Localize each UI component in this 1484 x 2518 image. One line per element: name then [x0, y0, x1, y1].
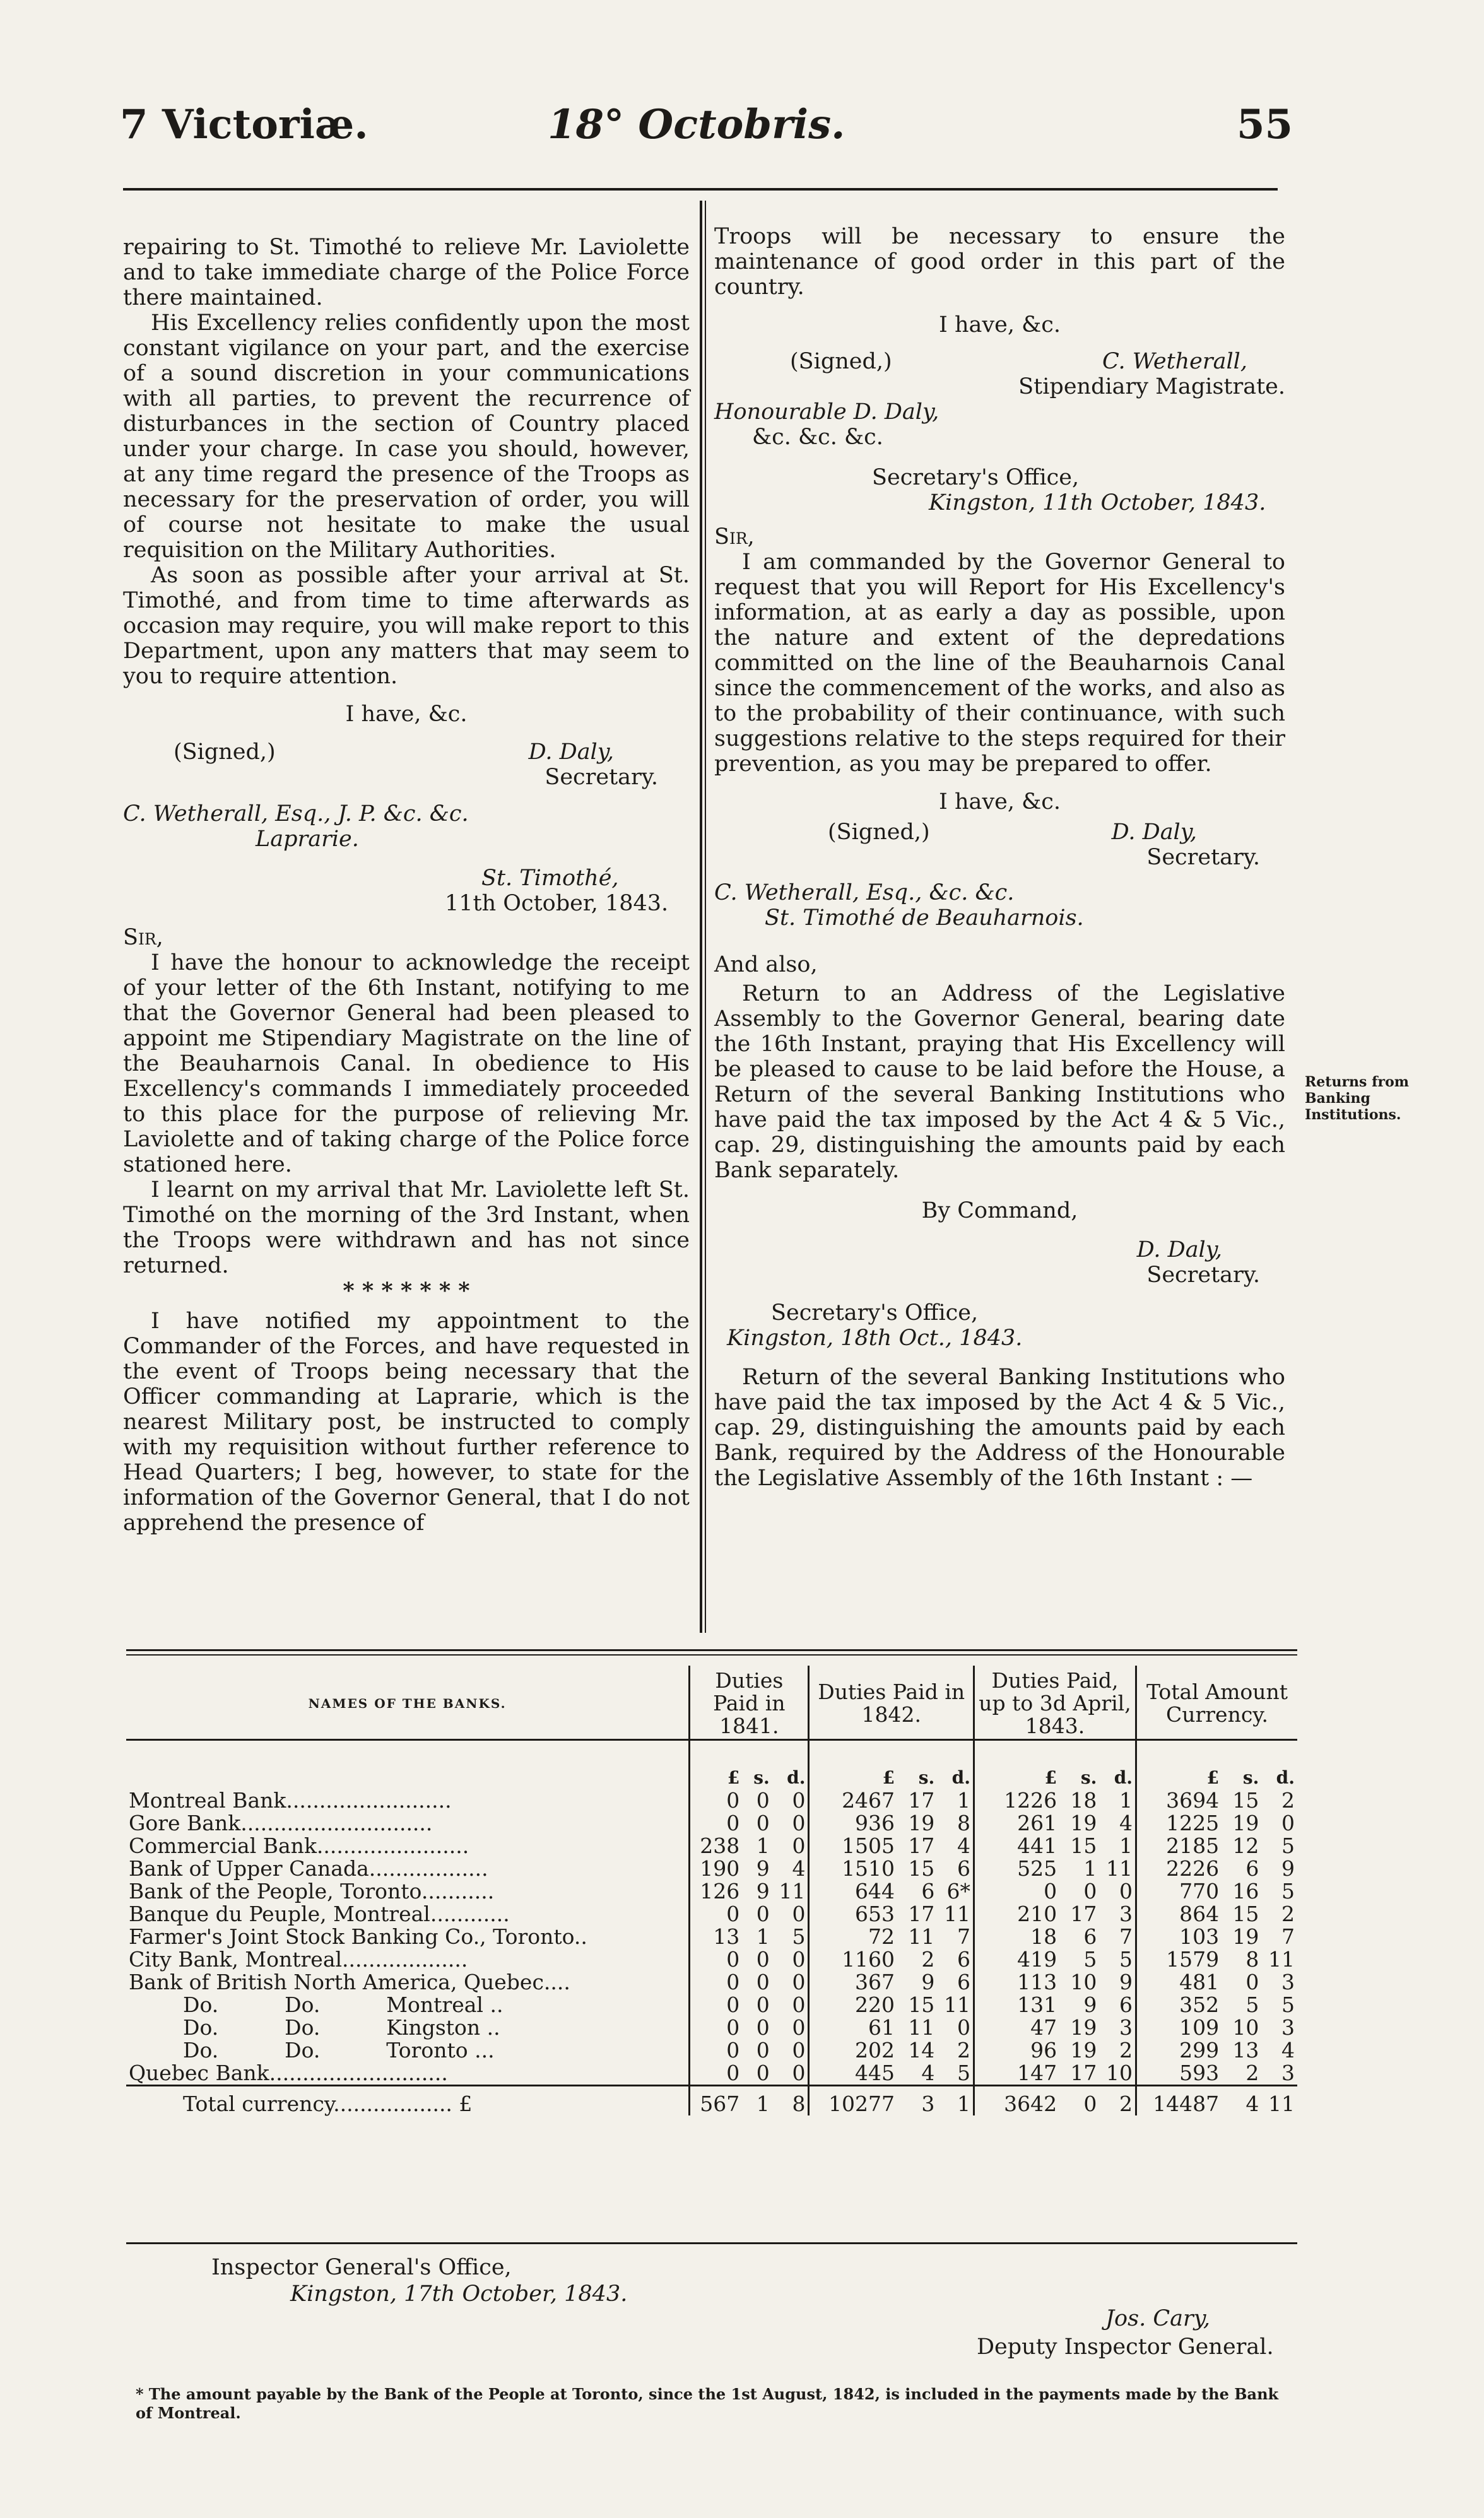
addressee: Honourable D. Daly,: [714, 399, 939, 425]
closing: I have, &c.: [345, 702, 468, 727]
cell: 0: [792, 1833, 806, 1858]
bank-name: Montreal Bank.........................: [129, 1788, 452, 1813]
cell: 1: [957, 1788, 970, 1813]
cell: 15: [1070, 1833, 1097, 1858]
bank-name: Commercial Bank.......................: [129, 1833, 469, 1858]
cell: 5: [1281, 1833, 1295, 1858]
cell: 644: [809, 1880, 897, 1903]
cell: 7: [1119, 1924, 1133, 1949]
cell: 2467: [809, 1789, 897, 1812]
cell: 0: [690, 1994, 743, 2016]
cell: 7: [957, 1924, 970, 1949]
cell: 0: [690, 1812, 743, 1835]
cell: 1: [1083, 1856, 1097, 1881]
table-row: [126, 2016, 1297, 2039]
table-row: [126, 1926, 1297, 1948]
table-body: [126, 1789, 1297, 2086]
bank-name: Banque du Peuple, Montreal............: [129, 1902, 510, 1926]
cell: 14: [908, 2038, 935, 2062]
cell: 481: [1136, 1971, 1222, 1994]
cell: 0: [690, 1971, 743, 1994]
cell: 17: [908, 1833, 935, 1858]
office-date: Kingston, 11th October, 1843.: [929, 490, 1266, 515]
cell: 261: [974, 1812, 1060, 1835]
cell: 6*: [946, 1879, 970, 1903]
footer-office: Inspector General's Office,: [211, 2255, 512, 2280]
cell: 0: [792, 1811, 806, 1835]
unit-pence: d.: [951, 1767, 970, 1788]
cell: 2226: [1136, 1857, 1222, 1880]
cell: 0: [1281, 1811, 1295, 1835]
cell: 0: [690, 2062, 743, 2086]
cell: 11: [1268, 1947, 1295, 1972]
cell: 1: [1119, 1833, 1133, 1858]
cell: 202: [809, 2039, 897, 2062]
cell: 19: [1232, 1811, 1259, 1835]
unit-pence: d.: [1276, 1767, 1295, 1788]
table-row: [126, 1948, 1297, 1971]
signer-title: Secretary.: [545, 765, 658, 790]
cell: 19: [1232, 1924, 1259, 1949]
cell: 6: [921, 1879, 935, 1903]
cell: 1: [937, 2086, 974, 2116]
cell: 9: [1281, 1856, 1295, 1881]
bank-name: Do. Do. Kingston ..: [183, 2015, 500, 2040]
signed-label: (Signed,): [790, 349, 892, 374]
cell: 109: [1136, 2016, 1222, 2039]
cell: 7: [1281, 1924, 1295, 1949]
cell: 0: [756, 2038, 770, 2062]
paragraph: As soon as possible after your arrival at St. Timothé, and from time to time afterwards as occasion may require, you will make report to this Department, upon any matters that may seem to you to require attention.: [123, 563, 690, 689]
cell: 96: [974, 2039, 1060, 2062]
bank-name: City Bank, Montreal...................: [129, 1947, 468, 1972]
cell: 0: [1246, 1970, 1259, 1994]
cell: 0: [756, 1902, 770, 1926]
column-divider-inner: [705, 201, 706, 1633]
paragraph: Return to an Address of the Legislative Assembly to the Governor General, bearing date the 16th Instant, praying that His Excellency will be pleased to cause to be laid before the House, a Return of the several Banking Institutions who have paid the tax imposed by the Act 4 & 5 Vic., cap. 29, distinguishing the amounts paid by each Bank separately.: [714, 981, 1285, 1183]
cell: 5: [957, 2061, 970, 2085]
office-date: Kingston, 18th Oct., 1843.: [727, 1326, 1023, 1351]
signature-line: [714, 820, 1285, 845]
cell: 0: [756, 1947, 770, 1972]
cell: 1510: [809, 1857, 897, 1880]
cell: 1: [756, 1924, 770, 1949]
cell: 11: [1106, 1856, 1133, 1881]
cell: 6: [1246, 1856, 1259, 1881]
cell: 4: [921, 2061, 935, 2085]
cell: 0: [792, 2015, 806, 2040]
cell: 113: [974, 1971, 1060, 1994]
cell: 13: [1232, 2038, 1259, 2062]
cell: 19: [1070, 2015, 1097, 2040]
cell: 19: [1070, 1811, 1097, 1835]
bank-name: Bank of British North America, Quebec....: [129, 1970, 570, 1994]
header-1841: Duties Paid in 1841.: [690, 1666, 809, 1741]
cell: 0: [1059, 2086, 1099, 2116]
header-1842: Duties Paid in 1842.: [809, 1666, 974, 1741]
table-rule-top: [126, 1649, 1297, 1651]
column-divider: [700, 201, 702, 1633]
signer-name: D. Daly,: [1111, 820, 1197, 845]
letter-place: St. Timothé,: [481, 866, 619, 891]
total-label: Total currency.................. £: [126, 2086, 690, 2116]
cell: 3694: [1136, 1789, 1222, 1812]
cell: 0: [1119, 1879, 1133, 1903]
bank-name: Quebec Bank...........................: [129, 2061, 448, 2085]
cell: 2: [1119, 2038, 1133, 2062]
cell: 3642: [974, 2086, 1060, 2116]
cell: 17: [908, 1902, 935, 1926]
cell: 525: [974, 1857, 1060, 1880]
cell: 352: [1136, 1994, 1222, 2016]
bank-name: Farmer's Joint Stock Banking Co., Toronto..: [129, 1924, 587, 1949]
cell: 0: [756, 1970, 770, 1994]
cell: 1226: [974, 1789, 1060, 1812]
cell: 0: [756, 1992, 770, 2017]
cell: 126: [690, 1880, 743, 1903]
table-rule-top-inner: [126, 1654, 1297, 1656]
cell: 0: [690, 2039, 743, 2062]
running-head-date: 18° Octobris.: [548, 101, 845, 148]
cell: 61: [809, 2016, 897, 2039]
cell: 0: [957, 2015, 970, 2040]
cell: 3: [1119, 1902, 1133, 1926]
cell: 16: [1232, 1879, 1259, 1903]
addressee-etc: &c. &c. &c.: [752, 425, 883, 450]
table-row: [126, 2039, 1297, 2062]
cell: 653: [809, 1903, 897, 1926]
table-header-row: [126, 1666, 1297, 1741]
cell: 72: [809, 1926, 897, 1948]
unit-pound: £: [1136, 1741, 1222, 1789]
cell: 4: [1119, 1811, 1133, 1835]
cell: 2: [957, 2038, 970, 2062]
cell: 3: [897, 2086, 937, 2116]
cell: 11: [944, 1992, 970, 2017]
cell: 3: [1119, 2015, 1133, 2040]
cell: 8: [772, 2086, 809, 2116]
addressee: C. Wetherall, Esq., &c. &c.: [714, 880, 1015, 905]
cell: 11: [908, 2015, 935, 2040]
cell: 10277: [809, 2086, 897, 2116]
cell: 5: [1281, 1992, 1295, 2017]
cell: 8: [957, 1811, 970, 1835]
cell: 5: [1119, 1947, 1133, 1972]
footer-signer-title: Deputy Inspector General.: [977, 2334, 1274, 2360]
cell: 4: [1281, 2038, 1295, 2062]
cell: 5: [1246, 1992, 1259, 2017]
closing: I have, &c.: [939, 789, 1061, 815]
cell: 3: [1281, 2061, 1295, 2085]
paragraph: I have the honour to acknowledge the receipt of your letter of the 6th Instant, notifying to me that the Governor General had been pleased to appoint me Stipendiary Magistrate on the line of the Beauharnois Canal. In obedience to His Excellency's commands I immediately proceeded to this place for the purpose of relieving Mr. Laviolette and of taking charge of the Police force stationed here.: [123, 950, 690, 1177]
cell: 17: [1070, 1902, 1097, 1926]
cell: 0: [792, 1788, 806, 1813]
asterisk-break: * * * * * * *: [343, 1278, 470, 1303]
cell: 0: [690, 1948, 743, 1971]
paragraph: Return of the several Banking Institutions who have paid the tax imposed by the Act 4 & 5 Vic., cap. 29, distinguishing the amounts paid by each Bank, required by the Address of the Honourable the Legislative Assembly of the 16th Instant : —: [714, 1365, 1285, 1491]
cell: 1225: [1136, 1812, 1222, 1835]
cell: 0: [792, 1992, 806, 2017]
cell: 12: [1232, 1833, 1259, 1858]
paragraph: repairing to St. Timothé to relieve Mr. Laviolette and to take immediate charge of the Police Force there maintained.: [123, 235, 690, 310]
signer-title: Stipendiary Magistrate.: [1018, 374, 1285, 399]
cell: 419: [974, 1948, 1060, 1971]
paragraph: I have notified my appointment to the Commander of the Forces, and have requested in the event of Troops being necessary that the Officer commanding at Laprarie, which is the nearest Military post, be instructed to comply with my requisition without further reference to Head Quarters; I beg, however, to state for the information of the Governor General, that I do not apprehend the presence of: [123, 1309, 690, 1536]
cell: 5: [1083, 1947, 1097, 1972]
cell: 2185: [1136, 1835, 1222, 1857]
table-row: [126, 1971, 1297, 1994]
cell: 147: [974, 2062, 1060, 2086]
table-rule-bottom: [126, 2242, 1297, 2244]
cell: 15: [1232, 1902, 1259, 1926]
cell: 9: [756, 1879, 770, 1903]
cell: 6: [957, 1947, 970, 1972]
table-row: [126, 1789, 1297, 1812]
cell: 17: [1070, 2061, 1097, 2085]
cell: 2: [1281, 1788, 1295, 1813]
cell: 3: [1281, 2015, 1295, 2040]
cell: 593: [1136, 2062, 1222, 2086]
cell: 445: [809, 2062, 897, 2086]
cell: 10: [1070, 1970, 1097, 1994]
unit-shilling: s.: [753, 1767, 770, 1788]
signed-label: (Signed,): [174, 739, 276, 765]
cell: 3: [1281, 1970, 1295, 1994]
cell: 6: [1119, 1992, 1133, 2017]
cell: 367: [809, 1971, 897, 1994]
salutation: Sir,: [123, 925, 163, 950]
table-row: [126, 1880, 1297, 1903]
table-row: [126, 1812, 1297, 1835]
unit-pound: £: [809, 1741, 897, 1789]
cell: 0: [756, 2061, 770, 2085]
bank-name: Do. Do. Montreal ..: [183, 1992, 504, 2017]
paragraph: His Excellency relies confidently upon the most constant vigilance on your part, and the exercise of a sound discretion in your communications with all parties, to prevent the recurrence of disturbances in the section of Country placed under your charge. In case you should, however, at any time regard the presence of the Troops as necessary for the preservation of order, you will of course not hesitate to make the usual requisition on the Military Authorities.: [123, 310, 690, 563]
unit-shilling: s.: [918, 1767, 935, 1788]
cell: 2: [921, 1947, 935, 1972]
header-total: Total Amount Currency.: [1136, 1666, 1297, 1741]
cell: 0: [792, 1947, 806, 1972]
cell: 18: [974, 1926, 1060, 1948]
cell: 0: [792, 1970, 806, 1994]
cell: 11: [944, 1902, 970, 1926]
cell: 9: [756, 1856, 770, 1881]
cell: 220: [809, 1994, 897, 2016]
cell: 131: [974, 1994, 1060, 2016]
addressee-place: Laprarie.: [256, 827, 359, 852]
cell: 15: [908, 1856, 935, 1881]
unit-pence: d.: [787, 1767, 806, 1788]
cell: 103: [1136, 1926, 1222, 1948]
cell: 567: [690, 2086, 743, 2116]
cell: 13: [690, 1926, 743, 1948]
unit-pence: d.: [1114, 1767, 1133, 1788]
addressee: C. Wetherall, Esq., J. P. &c. &c.: [123, 801, 469, 827]
closing: I have, &c.: [939, 312, 1061, 338]
header-1843: Duties Paid, up to 3d April, 1843.: [974, 1666, 1136, 1741]
cell: 15: [908, 1992, 935, 2017]
unit-shilling: s.: [1080, 1767, 1097, 1788]
cell: 11: [779, 1879, 806, 1903]
cell: 299: [1136, 2039, 1222, 2062]
footer-office-date: Kingston, 17th October, 1843.: [290, 2281, 628, 2307]
cell: 770: [1136, 1880, 1222, 1903]
signature-line: [123, 739, 690, 765]
right-column: [714, 224, 1285, 1491]
unit-pound: £: [974, 1741, 1060, 1789]
footer-signer: Jos. Cary,: [1105, 2306, 1210, 2331]
bank-name: Do. Do. Toronto ...: [183, 2038, 495, 2062]
paragraph: I learnt on my arrival that Mr. Laviolette left St. Timothé on the morning of the 3rd Instant, when the Troops were withdrawn and has not since returned.: [123, 1177, 690, 1278]
letter-date: 11th October, 1843.: [445, 891, 669, 916]
cell: 10: [1232, 2015, 1259, 2040]
cell: 9: [1083, 1992, 1097, 2017]
unit-pound: £: [690, 1741, 743, 1789]
page-number: 55: [1237, 101, 1293, 148]
banks-table: [126, 1666, 1297, 2115]
salutation: Sir,: [714, 524, 755, 550]
cell: 0: [756, 1788, 770, 1813]
total-row: [126, 2086, 1297, 2116]
cell: 0: [974, 1880, 1060, 1903]
cell: 0: [1083, 1879, 1097, 1903]
by-command: By Command,: [921, 1198, 1078, 1223]
cell: 6: [957, 1856, 970, 1881]
unit-shilling: s.: [1242, 1767, 1259, 1788]
cell: 2: [1099, 2086, 1136, 2116]
signer-name: C. Wetherall,: [1102, 349, 1247, 374]
paragraph: Troops will be necessary to ensure the maintenance of good order in this part of the country.: [714, 224, 1285, 300]
cell: 9: [921, 1970, 935, 1994]
cell: 936: [809, 1812, 897, 1835]
cell: 11: [908, 1924, 935, 1949]
cell: 19: [1070, 2038, 1097, 2062]
table-row: [126, 1857, 1297, 1880]
cell: 0: [792, 1902, 806, 1926]
cell: 6: [1083, 1924, 1097, 1949]
table-row: [126, 1903, 1297, 1926]
cell: 864: [1136, 1903, 1222, 1926]
cell: 47: [974, 2016, 1060, 2039]
table-row: [126, 1994, 1297, 2016]
cell: 0: [756, 2015, 770, 2040]
cell: 15: [1232, 1788, 1259, 1813]
cell: 11: [1261, 2086, 1297, 2116]
cell: 0: [690, 1789, 743, 1812]
signature-line: [714, 349, 1285, 374]
cell: 5: [792, 1924, 806, 1949]
cell: 1: [756, 1833, 770, 1858]
signer-name: D. Daly,: [528, 739, 614, 765]
and-also: And also,: [714, 952, 818, 977]
signer-name: D. Daly,: [1136, 1237, 1222, 1262]
addressee-place: St. Timothé de Beauharnois.: [765, 905, 1084, 931]
cell: 0: [690, 2016, 743, 2039]
units-row: [126, 1741, 1297, 1789]
bank-name: Gore Bank.............................: [129, 1811, 433, 1835]
cell: 1579: [1136, 1948, 1222, 1971]
cell: 4: [1222, 2086, 1261, 2116]
table-row: [126, 2062, 1297, 2086]
footnote: * The amount payable by the Bank of the People at Toronto, since the 1st August, 1842, is included in the payments made by the Bank of Montreal.: [136, 2385, 1279, 2422]
cell: 0: [792, 2038, 806, 2062]
cell: 18: [1070, 1788, 1097, 1813]
cell: 9: [1119, 1970, 1133, 1994]
cell: 4: [957, 1833, 970, 1858]
cell: 1505: [809, 1835, 897, 1857]
running-head-left: 7 Victoriæ.: [120, 101, 368, 148]
header-rule: [123, 188, 1278, 191]
cell: 4: [792, 1856, 806, 1881]
cell: 0: [690, 1903, 743, 1926]
paragraph: I am commanded by the Governor General to request that you will Report for His Excellency's information, at as early a day as possible, upon the nature and extent of the depredations committed on the line of the Beauharnois Canal since the commencement of the works, and also as to the probability of their continuance, with such suggestions relative to the steps required for their prevention, as you may be prepared to offer.: [714, 550, 1285, 777]
office: Secretary's Office,: [771, 1300, 979, 1326]
cell: 8: [1246, 1947, 1259, 1972]
signer-title: Secretary.: [1146, 1262, 1260, 1288]
bank-name: Bank of Upper Canada..................: [129, 1856, 488, 1881]
cell: 5: [1281, 1879, 1295, 1903]
cell: 10: [1106, 2061, 1133, 2085]
bank-name: Bank of the People, Toronto...........: [129, 1879, 495, 1903]
cell: 14487: [1136, 2086, 1222, 2116]
cell: 17: [908, 1788, 935, 1813]
cell: 2: [1281, 1902, 1295, 1926]
cell: 210: [974, 1903, 1060, 1926]
cell: 1: [1119, 1788, 1133, 1813]
cell: 0: [756, 1811, 770, 1835]
signed-label: (Signed,): [828, 820, 930, 845]
cell: 2: [1246, 2061, 1259, 2085]
cell: 441: [974, 1835, 1060, 1857]
cell: 190: [690, 1857, 743, 1880]
cell: 1: [742, 2086, 772, 2116]
cell: 6: [957, 1970, 970, 1994]
header-names: NAMES OF THE BANKS.: [308, 1696, 507, 1711]
cell: 238: [690, 1835, 743, 1857]
table-row: [126, 1835, 1297, 1857]
left-column: [123, 235, 690, 1536]
signer-title: Secretary.: [1146, 845, 1260, 870]
office: Secretary's Office,: [872, 465, 1080, 490]
cell: 1160: [809, 1948, 897, 1971]
cell: 0: [792, 2061, 806, 2085]
margin-note: Returns from Banking Institutions.: [1305, 1074, 1410, 1123]
cell: 19: [908, 1811, 935, 1835]
